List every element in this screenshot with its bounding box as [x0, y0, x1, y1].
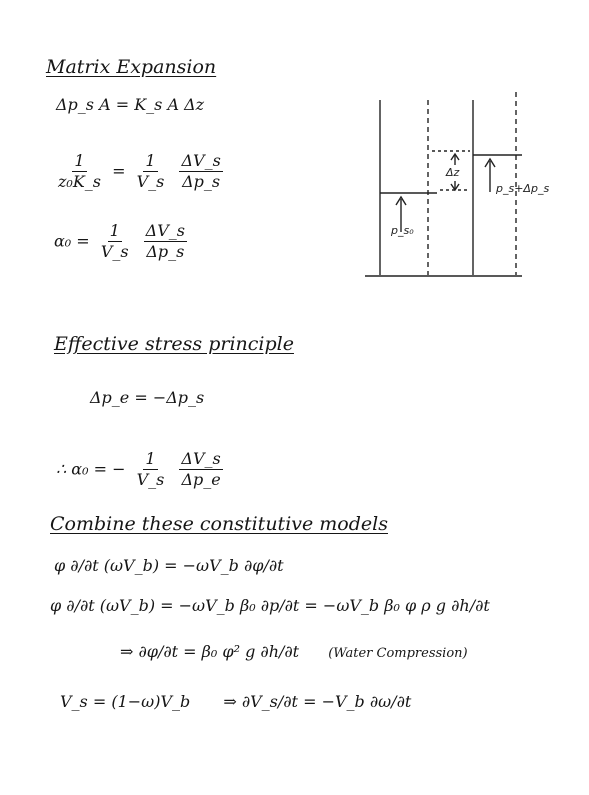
- note-water-compression: (Water Compression): [328, 646, 468, 661]
- equation-water-compression: ⇒ ∂φ/∂t = β₀ φ² g ∂h/∂t (Water Compression): [120, 642, 468, 661]
- label-dz: Δz: [446, 166, 460, 179]
- equation-porosity-pressure: φ ∂/∂t (ωV_b) = −ωV_b β₀ ∂p/∂t = −ωV_b β₀ φ ρ g ∂h/∂t: [50, 596, 490, 615]
- label-initial-stress: p_s₀: [391, 224, 414, 237]
- section-title-combine-models: Combine these constitutive models: [50, 513, 388, 535]
- equation-alpha-effective: ∴ α₀ = − $\frac{1}{V\_s}$ $\frac{\Delta V\_s}{\Delta p\_e}$: [56, 449, 221, 490]
- section-title-matrix-expansion: Matrix Expansion: [46, 56, 217, 78]
- fraction-volume-change: $\frac{\Delta V\_s}{\Delta p\_s}$: [145, 221, 185, 262]
- equation-porosity-rate: φ ∂/∂t (ωV_b) = −ωV_b ∂φ/∂t: [54, 556, 284, 575]
- equation-effective-stress: Δp_e = −Δp_s: [90, 388, 205, 407]
- section-title-effective-stress: Effective stress principle: [54, 333, 294, 355]
- fraction-coefficient: $\frac{1}{V\_s}$: [100, 221, 129, 262]
- fraction-volume-change: $\frac{\Delta V\_s}{\Delta p\_e}$: [181, 449, 221, 490]
- equation-force-balance: Δp_s A = K_s A Δz: [56, 95, 205, 114]
- equation-compressibility-ratio: $\frac{1}{\text{z₀K\_s}}$ = $\frac{1}{V\_s}$ $\frac{\Delta V\_s}{\Delta p\_s}$: [58, 151, 221, 192]
- label-final-stress: p_s+Δp_s: [496, 182, 550, 195]
- fraction-coefficient: $\frac{1}{V\_s}$: [136, 449, 165, 490]
- fraction-volume-change: $\frac{\Delta V\_s}{\Delta p\_s}$: [181, 151, 221, 192]
- equation-alpha-definition: α₀ = $\frac{1}{V\_s}$ $\frac{\Delta V\_s}{\Delta p\_s}$: [54, 221, 185, 262]
- fraction-lhs: $\frac{1}{\text{z₀K\_s}}$: [58, 151, 102, 192]
- equation-solid-volume: V_s = (1−ω)V_b ⇒ ∂V_s/∂t = −V_b ∂ω/∂t: [60, 692, 412, 711]
- fraction-coefficient: $\frac{1}{V\_s}$: [136, 151, 165, 192]
